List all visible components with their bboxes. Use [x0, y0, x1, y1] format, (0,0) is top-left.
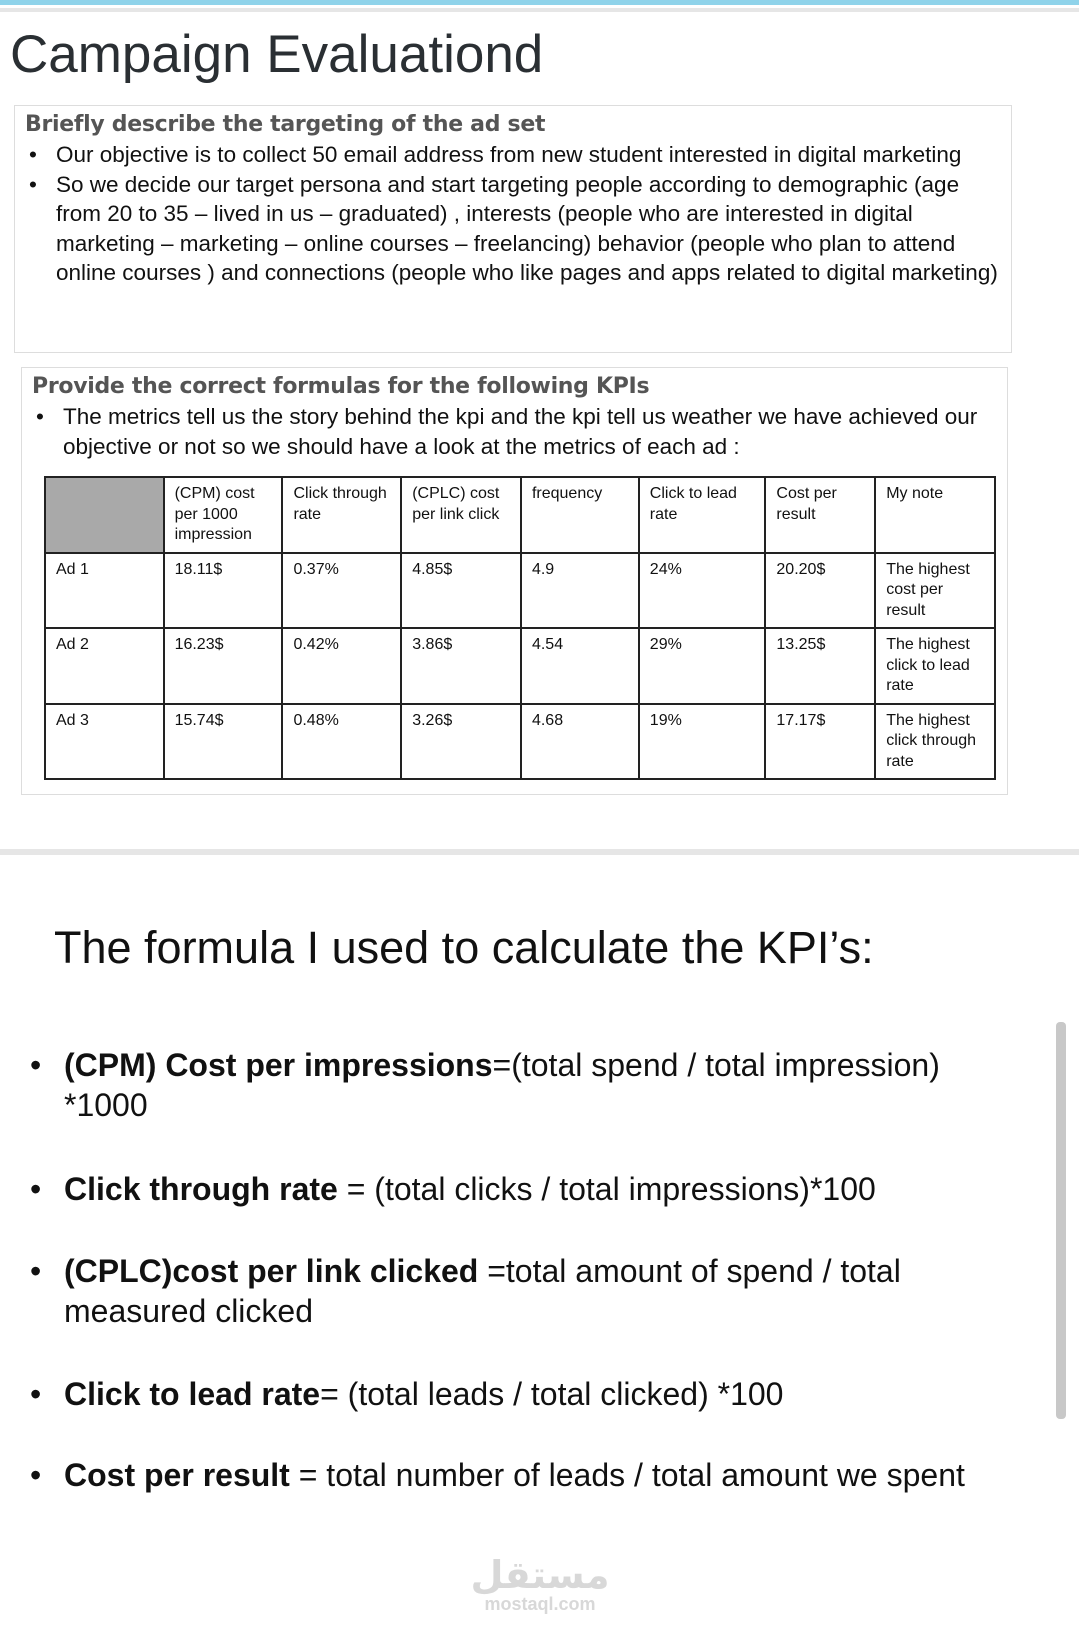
formula-list [30, 1455, 1070, 1495]
formula-item [30, 1251, 990, 1331]
cell: The highest click to lead rate [875, 628, 995, 704]
cell: Ad 2 [45, 628, 164, 704]
cell: 4.54 [521, 628, 639, 704]
header-cell: Cost per result [765, 477, 875, 553]
top-divider [0, 8, 1079, 12]
header-cell: My note [875, 477, 995, 553]
header-cell: Click to lead rate [639, 477, 766, 553]
formula-item [30, 1169, 1030, 1209]
cell: 24% [639, 553, 766, 629]
formula-list [30, 1374, 1030, 1414]
table-row [45, 553, 995, 629]
targeting-bullet: • Our objective is to collect 50 email address from new student interested in digital marketing [25, 140, 1001, 170]
table-row [45, 628, 995, 704]
cell: 4.68 [521, 704, 639, 780]
formula-item [30, 1455, 1070, 1495]
formula-def: =(total spend / total impression) *1000 [64, 1047, 940, 1123]
cell: 19% [639, 704, 766, 780]
watermark-arabic: مستقل [470, 1553, 610, 1597]
watermark-latin: mostaql.com [484, 1594, 596, 1614]
formula-item [30, 1374, 1030, 1414]
kpi-table [44, 476, 996, 780]
header-cell: (CPM) cost per 1000 impression [164, 477, 283, 553]
formula-list [30, 1251, 990, 1331]
header-cell: Click through rate [282, 477, 401, 553]
targeting-section [14, 105, 1012, 353]
cell: 0.48% [282, 704, 401, 780]
cell: The highest cost per result [875, 553, 995, 629]
cell: The highest click through rate [875, 704, 995, 780]
kpi-heading: Provide the correct formulas for the following KPIs [32, 374, 650, 399]
table-row [45, 704, 995, 780]
formula-term: Click to lead rate [64, 1376, 321, 1412]
formula-list [30, 1169, 1030, 1209]
cell: 0.37% [282, 553, 401, 629]
header-cell-empty [45, 477, 164, 553]
page-title: Campaign Evaluationd [10, 25, 544, 84]
cell: 16.23$ [164, 628, 283, 704]
formula-list [30, 1045, 1030, 1125]
top-accent-bar [0, 0, 1079, 5]
formula-def: = (total clicks / total impressions)*100 [337, 1171, 876, 1207]
formula-term: (CPM) Cost per impressions [64, 1047, 493, 1083]
formula-def: = (total leads / total clicked) *100 [320, 1376, 784, 1412]
formula-term: (CPLC)cost per link clicked [64, 1253, 479, 1289]
section-divider [0, 849, 1079, 855]
formula-def: = total number of leads / total amount we spent [289, 1457, 965, 1493]
cell: 4.9 [521, 553, 639, 629]
formula-item [30, 1045, 1030, 1125]
scrollbar[interactable] [1056, 1022, 1066, 1419]
table-header-row [45, 477, 995, 553]
watermark-logo [470, 1555, 610, 1613]
cell: 13.25$ [765, 628, 875, 704]
cell: 18.11$ [164, 553, 283, 629]
cell: 3.26$ [401, 704, 521, 780]
cell: 0.42% [282, 628, 401, 704]
header-cell: frequency [521, 477, 639, 553]
formula-def: =total amount of spend / total measured clicked [64, 1253, 901, 1329]
formula-term: Cost per result [64, 1457, 290, 1493]
formula-term: Click through rate [64, 1171, 338, 1207]
kpi-bullet: • The metrics tell us the story behind the kpi and the kpi tell us weather we have achieved our objective or not so we should have a look at the metrics of each ad : [32, 402, 997, 461]
cell: 17.17$ [765, 704, 875, 780]
formulas-title: The formula I used to calculate the KPI’s: [54, 922, 874, 973]
cell: Ad 1 [45, 553, 164, 629]
cell: 20.20$ [765, 553, 875, 629]
cell: Ad 3 [45, 704, 164, 780]
cell: 15.74$ [164, 704, 283, 780]
targeting-heading: Briefly describe the targeting of the ad set [25, 112, 546, 137]
cell: 3.86$ [401, 628, 521, 704]
header-cell: (CPLC) cost per link click [401, 477, 521, 553]
targeting-bullet: • So we decide our target persona and start targeting people according to demographic (age from 20 to 35 – lived in us – graduated) , interests (people who are interested in digital marketing – marketing – online courses – freelancing) behavior (people who plan to attend online courses ) and connections (people who like pages and apps related to digital marketing) [25, 170, 1001, 288]
cell: 29% [639, 628, 766, 704]
cell: 4.85$ [401, 553, 521, 629]
